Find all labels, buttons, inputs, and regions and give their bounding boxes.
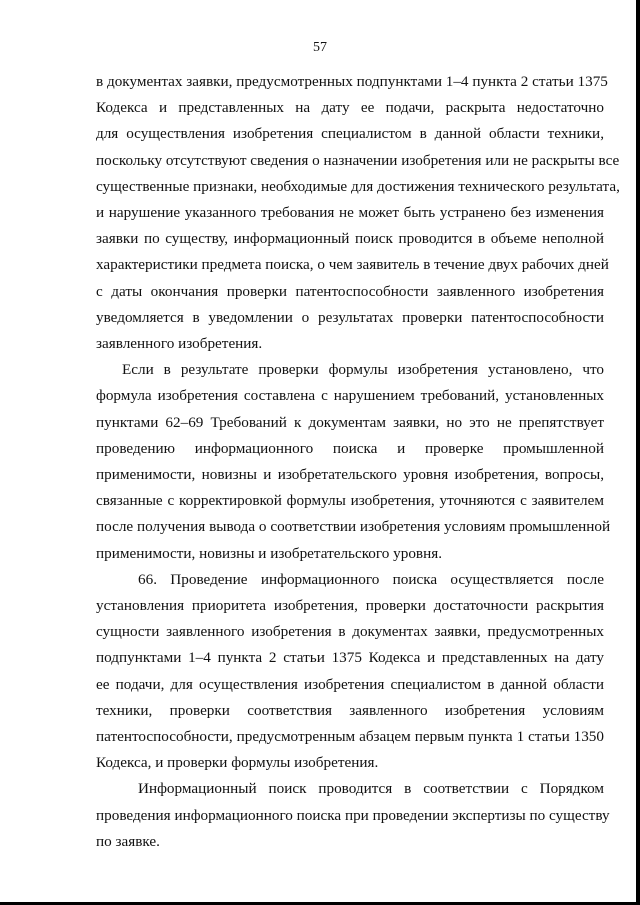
scan-border-right: [636, 0, 640, 905]
paragraph-2: [96, 357, 611, 567]
text-line: ее подачи, для осуществления изобретения специалистом в данной области: [96, 675, 604, 693]
text-line: Кодекса и представленных на дату ее подачи, раскрыта недостаточно: [96, 99, 604, 117]
text-line: после получения вывода о соответствии изобретения условиям промышленной: [96, 518, 611, 536]
text-line: проведения информационного поиска при проведении экспертизы по существу: [96, 806, 610, 824]
text-line: по заявке.: [96, 832, 160, 850]
text-line: с даты окончания проверки патентоспособности заявленного изобретения: [96, 282, 604, 300]
text-line: сущности заявленного изобретения в документах заявки, предусмотренных: [96, 623, 604, 641]
text-line: Кодекса, и проверки формулы изобретения.: [96, 754, 379, 772]
text-line: связанные с корректировкой формулы изобретения, уточняются с заявителем: [96, 492, 604, 510]
page-number: 57: [313, 40, 327, 55]
text-line: 66. Проведение информационного поиска осуществляется после: [138, 570, 604, 588]
text-line: патентоспособности, предусмотренным абзацем первым пункта 1 статьи 1350: [96, 728, 604, 746]
text-line: техники, проверки соответствия заявленного изобретения условиям: [96, 701, 604, 719]
text-line: пунктами 62–69 Требований к документам заявки, но это не препятствует: [96, 413, 604, 431]
document-body: [96, 69, 620, 855]
text-line: проведению информационного поиска и проверке промышленной: [96, 439, 604, 457]
text-line: установления приоритета изобретения, проверки достаточности раскрытия: [96, 597, 604, 615]
text-line: заявленного изобретения.: [96, 335, 263, 353]
text-line: для осуществления изобретения специалистом в данной области техники,: [96, 125, 604, 143]
text-line: Информационный поиск проводится в соответствии с Порядком: [138, 780, 604, 798]
text-line: применимости, новизны и изобретательского уровня изобретения, вопросы,: [96, 466, 604, 484]
text-line: применимости, новизны и изобретательского уровня.: [96, 544, 443, 562]
text-line: уведомляется в уведомлении о результатах проверки патентоспособности: [96, 308, 604, 326]
text-line: характеристики предмета поиска, о чем заявитель в течение двух рабочих дней: [96, 256, 609, 274]
text-line: Если в результате проверки формулы изобретения установлено, что: [122, 361, 604, 379]
text-line: и нарушение указанного требования не может быть устранено без изменения: [96, 204, 604, 222]
paragraph-4: [96, 776, 610, 855]
text-line: поскольку отсутствуют сведения о назначении изобретения или не раскрыты все: [96, 151, 620, 169]
text-line: формула изобретения составлена с нарушением требований, установленных: [96, 387, 604, 405]
text-line: подпунктами 1–4 пункта 2 статьи 1375 Кодекса и представленных на дату: [96, 649, 604, 667]
text-line: в документах заявки, предусмотренных подпунктами 1–4 пункта 2 статьи 1375: [96, 73, 608, 90]
paragraph-1: [96, 69, 620, 357]
text-line: заявки по существу, информационный поиск проводится в объеме неполной: [96, 230, 604, 248]
paragraph-3: [96, 567, 604, 777]
text-line: существенные признаки, необходимые для достижения технического результата,: [96, 177, 620, 195]
